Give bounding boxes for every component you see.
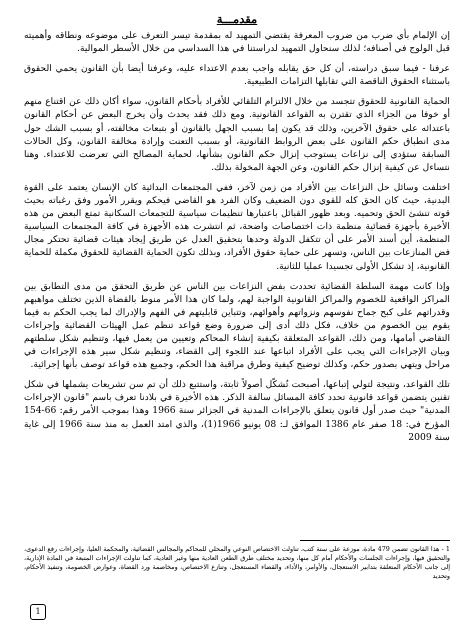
- paragraph-5: وإذا كانت مهمة السلطة القضائية تحددت بفض النزاعات بين الناس عن طريق التحقق من مدى التطابق بين المراكز الواقعية للخصوم والمراكز القانونية الواجبة لهم، ولما كان هذا الأمر منوط بالقضاة الذين تختلف مواهبهم وقدراتهم على كبح جماح نفوسهم ونزواتهم وأهوائهم، وتتباين قابليتهم في الفهم والإدراك لما يجب الحكم به فيما يقوم بين الخصوم من خلاف، فكل ذلك أدى إلى ضرورة وضع قواعد تنظم عمل الهيئات القضائية وإجراءات التقاضي أمامها، ومن ذلك، القواعد المتعلقة بكيفية إنشاء المحاكم وتعيين من يعمل فيها، وتنظيم شكل سلطتهم وبيان الإجراءات التي يجب على الأفراد اتباعها عند اللجوء إلى القضاء، وتنظيم شكل سير هذه الإجراءات في مراحل ويتهي بصدور حكم، وكذلك توضيح كيفية وطرق مراقبة هذا الحكم، وجميع هذه قواعد توصف بأنها إجرائية.: [24, 280, 450, 371]
- paragraph-1: إن الإلمام بأي ضرب من ضروب المعرفة يقتضي التمهيد له بمقدمة تيسر التعرف على موضوعه ونطاقه وأهميته قبل الولوج في أصنافه؛ لذلك سنحاول التمهيد لدراستنا في هذا السداسي من خلال الأسطر الموالية.: [24, 30, 450, 55]
- paragraph-6: تلك القواعد، ونتيجة لتولي إتباعها، أصبحت تُشكّل أصولاً ثابتة، واستتبع ذلك أن تم سن تشريعات يشملها في شكل تقنين يتضمن قواعد قانونية تحدد كافة المسائل سالفة الذكر. هذه الأخيرة في بلادنا تعرف باسم "قانون الإجراءات المدنية" حيث صدر أول قانون يتعلق بالإجراءات المدنية في الجزائر سنة 1966 وهذا بموجب الأمر رقم: 66-154 المؤرخ في: 18 صفر عام 1386 الموافق لـ: 08 يونيو 1966(1)، والذي امتد العمل به منذ سنة 1966 إلى غاية سنة 2009: [24, 379, 450, 443]
- paragraph-4: اختلفت وسائل حل النزاعات بين الأفراد من زمن لآخر، ففي المجتمعات البدائية كان الإنسان يعتمد على القوة البدنية، حيث كان الحق كله للقوي دون الضعيف وكان الفرد هو القاضي فيحكم ويقرر الأمور وفق رغباته بحيث قوته تنشئ الحق وتحميه. وبعد ظهور القبائل باعتبارها تنظيمات سياسية للتجمعات السكانية تمتع البعض من هذه الأخيرة بأجهزة قضائية منظمة ذات اختصاصات واضحة، ثم انتشرت هذه الأجهزة في كافة المجتمعات السياسية المنظمة، أين أسند الأمر على أن تتكفل الدولة وحدها بتحقيق العدل عن طريق إيجاد هيئات قضائية تحتكر مجال فض المنازعات بين الناس، وتسهر على حماية حقوق الأفراد، وبذلك تكون الحماية القضائية للحقوق مكملة للحماية القانونية، إذ تشكل الأولى تجسيدا عمليا للثانية.: [24, 181, 450, 272]
- footnote-divider: [300, 540, 450, 541]
- page-title: مقدمـــة: [216, 12, 258, 26]
- footnote: 1 - هذا القانون تضمن 479 مادة، موزعة على ستة كتب، تناولت الاختصاص النوعي والمحلي للمحاكم والمجالس القضائية، والمحكمة العليا، وإجراءات رفع الدعوى، والتحقيق فيها، وإجراءات الجلسات والأحكام أمام كل منها، وتحديد مختلف طرق الطعن العادية منها وغير العادية، كما تناولت الإجراءات المتبعة في المادة الإدارية، إلى جانب الأحكام المتعلقة بتدابير الاستعجال، والأوامر، والأداء، والقضاء المستعجل، وتنازع الاختصاص، ومخاصمة ورد القضاة، وعوارض الخصومة، وتنفيذ الأحكام، وتحديد: [24, 545, 450, 580]
- paragraph-3: الحماية القانونية للحقوق تتجسد من خلال الالتزام التلقائي للأفراد بأحكام القانون، سواء أكان ذلك عن اقتناع منهم أو خوفا من الجزاء الذي تقترن به القواعد القانونية. ومع ذلك فقد يحدث وأن يخرج البعض عن أحكام القانون باعتدائه على حقوق الآخرين، وذلك قد يكون إما بسبب الجهل بالقانون أو بتبعات مخالفته، أو بسبب الشك حول مدى انطباق حكم القانون على بعض الروابط القانونية، أو بسبب التعنت وإرادة مخالفة القانون، وكل الحالات السابقة ستؤدي إلى نزاعات يستوجب إنزال حكم القانون بشأنها، لحماية المصالح التي تعرضت للاعتداء. وهنا نتساءل عن كيفية إنزال حكم القانون، وعن الجهة المخولة بذلك.: [24, 96, 450, 173]
- paragraph-2: عرفنا - فيما سبق دراسته، أن كل حق يقابله واجب بعدم الاعتداء عليه، وعرفنا أيضا بأن القانون يحمي الحقوق باستثناء الحقوق الناقصة التي تقابلها التزامات الطبيعية.: [24, 63, 450, 88]
- page-number: 1: [30, 604, 46, 620]
